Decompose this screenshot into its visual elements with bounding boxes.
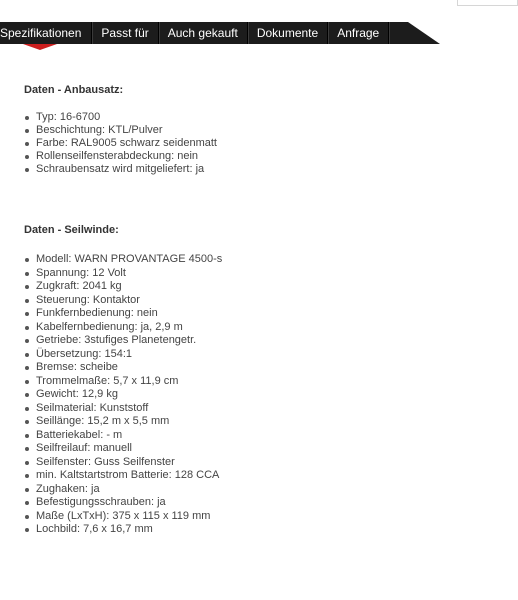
list-item: Gewicht: 12,9 kg bbox=[24, 388, 222, 402]
list-item: Modell: WARN PROVANTAGE 4500-s bbox=[24, 253, 222, 267]
list-item: Rollenseilfensterabdeckung: nein bbox=[24, 150, 217, 163]
list-item: Steuerung: Kontaktor bbox=[24, 294, 222, 308]
list-item: Seilfenster: Guss Seilfenster bbox=[24, 456, 222, 470]
list-item: Trommelmaße: 5,7 x 11,9 cm bbox=[24, 375, 222, 389]
list-item: Kabelfernbedienung: ja, 2,9 m bbox=[24, 321, 222, 335]
list-item: Funkfernbedienung: nein bbox=[24, 307, 222, 321]
list-item: Maße (LxTxH): 375 x 115 x 119 mm bbox=[24, 510, 222, 524]
list-item: Seilmaterial: Kunststoff bbox=[24, 402, 222, 416]
tab-spezifikationen[interactable]: Spezifikationen bbox=[0, 22, 92, 44]
list-item: Zughaken: ja bbox=[24, 483, 222, 497]
list-item: Batteriekabel: - m bbox=[24, 429, 222, 443]
tab-anfrage[interactable]: Anfrage bbox=[328, 22, 389, 44]
list-item: min. Kaltstartstrom Batterie: 128 CCA bbox=[24, 469, 222, 483]
tab-passt-fuer[interactable]: Passt für bbox=[92, 22, 158, 44]
seilwinde-spec-list bbox=[24, 253, 222, 537]
list-item: Typ: 16-6700 bbox=[24, 111, 217, 124]
list-item: Getriebe: 3stufiges Planetengetr. bbox=[24, 334, 222, 348]
list-item: Farbe: RAL9005 schwarz seidenmatt bbox=[24, 137, 217, 150]
list-item: Befestigungsschrauben: ja bbox=[24, 496, 222, 510]
tab-bar bbox=[0, 22, 440, 44]
list-item: Beschichtung: KTL/Pulver bbox=[24, 124, 217, 137]
tab-dokumente[interactable]: Dokumente bbox=[248, 22, 328, 44]
list-item: Bremse: scheibe bbox=[24, 361, 222, 375]
list-item: Spannung: 12 Volt bbox=[24, 267, 222, 281]
list-item: Seilfreilauf: manuell bbox=[24, 442, 222, 456]
list-item: Schraubensatz wird mitgeliefert: ja bbox=[24, 163, 217, 176]
list-item: Seillänge: 15,2 m x 5,5 mm bbox=[24, 415, 222, 429]
list-item: Zugkraft: 2041 kg bbox=[24, 280, 222, 294]
tab-auch-gekauft[interactable]: Auch gekauft bbox=[159, 22, 248, 44]
active-tab-indicator bbox=[23, 44, 57, 50]
section-title-anbausatz: Daten - Anbausatz: bbox=[24, 84, 124, 96]
section-title-seilwinde: Daten - Seilwinde: bbox=[24, 224, 119, 236]
list-item: Lochbild: 7,6 x 16,7 mm bbox=[24, 523, 222, 537]
top-right-box bbox=[457, 0, 518, 6]
list-item: Übersetzung: 154:1 bbox=[24, 348, 222, 362]
anbausatz-spec-list bbox=[24, 111, 217, 176]
